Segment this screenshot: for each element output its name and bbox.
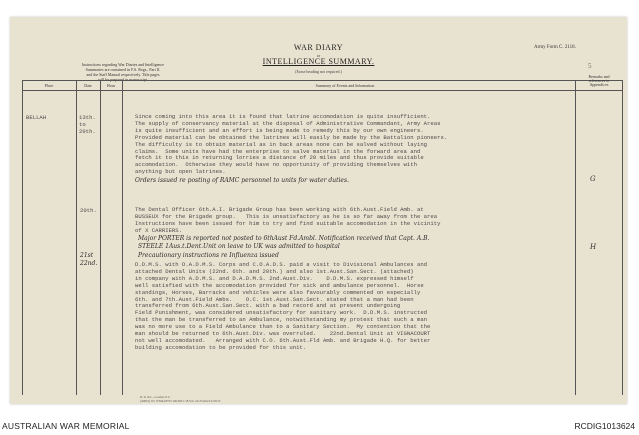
table-head-rule [22,90,622,91]
col-rule-date [76,80,77,395]
instructions-note: Instructions regarding War Diaries and Intelligence Summaries are contained in F.S. Regs., Part II. and the Staff Manual respectively. Title pages will be prepared in manuscript. [82,62,164,82]
remark-mark-1: G [590,175,596,183]
col-rule-remarks [575,80,576,395]
archive-name: AUSTRALIAN WAR MEMORIAL [2,421,130,431]
handwritten-note-3: STEELE 1Aus.t.Dent.Unit on leave to UK was admitted to hospital [138,243,340,250]
place-entry: BELLAH [26,114,47,121]
diary-or: or [316,53,321,58]
date-entry-1: 13th. to 20th. [79,114,96,135]
summary-block-3: D.D.M.S. with D.A.D.M.S. Corps and C.O.A.D.S. paid a visit to Divisional Ambulances and attached Dental Units (22nd. 6th. and 20th.) and also 1st.Aust.San.Sect. (attached) in company with A.D.M.S. and D.A.D.M.S. 2nd.Aust.Div. D.D.M.S. expressed himself well satisfied with the accomodation provided for sick and ambulance personnel. Horse standings, Horses, Barracks and vehicles were also favourably commented on especially 6th. and 7th.Aust.Field Ambs. O.C. 1st.Aust.San.Sect. stated that a man had been transferred from 6th.Aust.San.Sect. with a bad record and at present undergoing Field Punishment, was considered unsatisfactory for sanitary work. D.D.M.S. instructed that the man be transferred to an Ambulance, notwithstanding my protest that such a man was no more use to a Field Ambulance than to a Sanitary Section. My contention that the man should be returned to 6th.Aust.Div. was overruled. 22nd.Dental Unit at VIGNACOURT not well accomodated. Arranged with C.O. 6th.Aust.Fld Amb. and Brigade H.Q. for better building accomodation to be provided for this unit. [135,261,431,351]
diary-sheet [10,17,627,404]
handwritten-note-2: Major PORTER is reported not posted to 6thAust Fd.Ambl. Notification received that Capt. A.B. [138,235,430,242]
printer-imprint: D. D. & L., London, E.C. (A8001) Wt. W5944/P725 200,000 1/18 Sch. 52a Forms/C2118/15 [140,395,221,403]
army-form-number: Army Form C. 2118. [534,45,576,50]
col-rule-summary [122,80,123,395]
col-head-hour: Hour [106,83,116,88]
page-number: 5 [588,62,592,70]
date-entry-3: 21st 22nd. [80,252,98,267]
diary-title: WAR DIARY [293,43,344,52]
col-head-place: Place [44,83,54,88]
table-top-rule [22,80,622,81]
col-head-summary: Summary of Events and Information [315,83,375,88]
summary-block-1: Since coming into this area it is found that latrine accomodation is quite insufficient. The supply of conservancy material at the disposal of Administrative Commandant, Army Areas is quite insufficient and an effort is being made to remedy this by our own engineers. Provided material can be obtained the latrines will easily be made by the Battalion pioneers. The difficulty is to obtain material as in back areas none can be salved without laying claims. Some units have had the enterprise to salve material in the forward area and fetch it to this in returning lorries a distance of 20 miles and thus provide suitable accomodation. Otherwise they would have no opportunity of providing themselves with anything but open latrines. [135,113,448,176]
col-head-remarks: Remarks and references to Appendices [588,74,610,87]
summary-title [10,57,627,66]
summary-block-2: The Dental Officer 6th.A.I. Brigade Group has been working with 6th.Aust.Field Amb. at BUSSEUX for the Brigade group. This is unsatisfactory as he is so far away from the area Instructions have been issued for him to try and find suitable accomodation in the vicinity of X CARRIERS. [135,206,441,234]
col-rule-right [622,80,623,395]
col-head-date: Date [84,83,92,88]
date-entry-2: 20th. [80,207,97,214]
remark-mark-2: H [590,243,597,251]
handwritten-note-4: Precautionary instructions re Influenza issued [138,252,279,259]
erase-note: (Erase heading not required.) [295,69,342,74]
col-rule-hour [100,80,101,395]
archive-reference: RCDIG1013624 [574,421,635,431]
col-rule-place [22,80,23,395]
summary-title-text: INTELLIGENCE SUMMARY. [262,57,375,66]
handwritten-note-1: Orders issued re posting of RAMC personnel to units for water duties. [135,177,349,184]
